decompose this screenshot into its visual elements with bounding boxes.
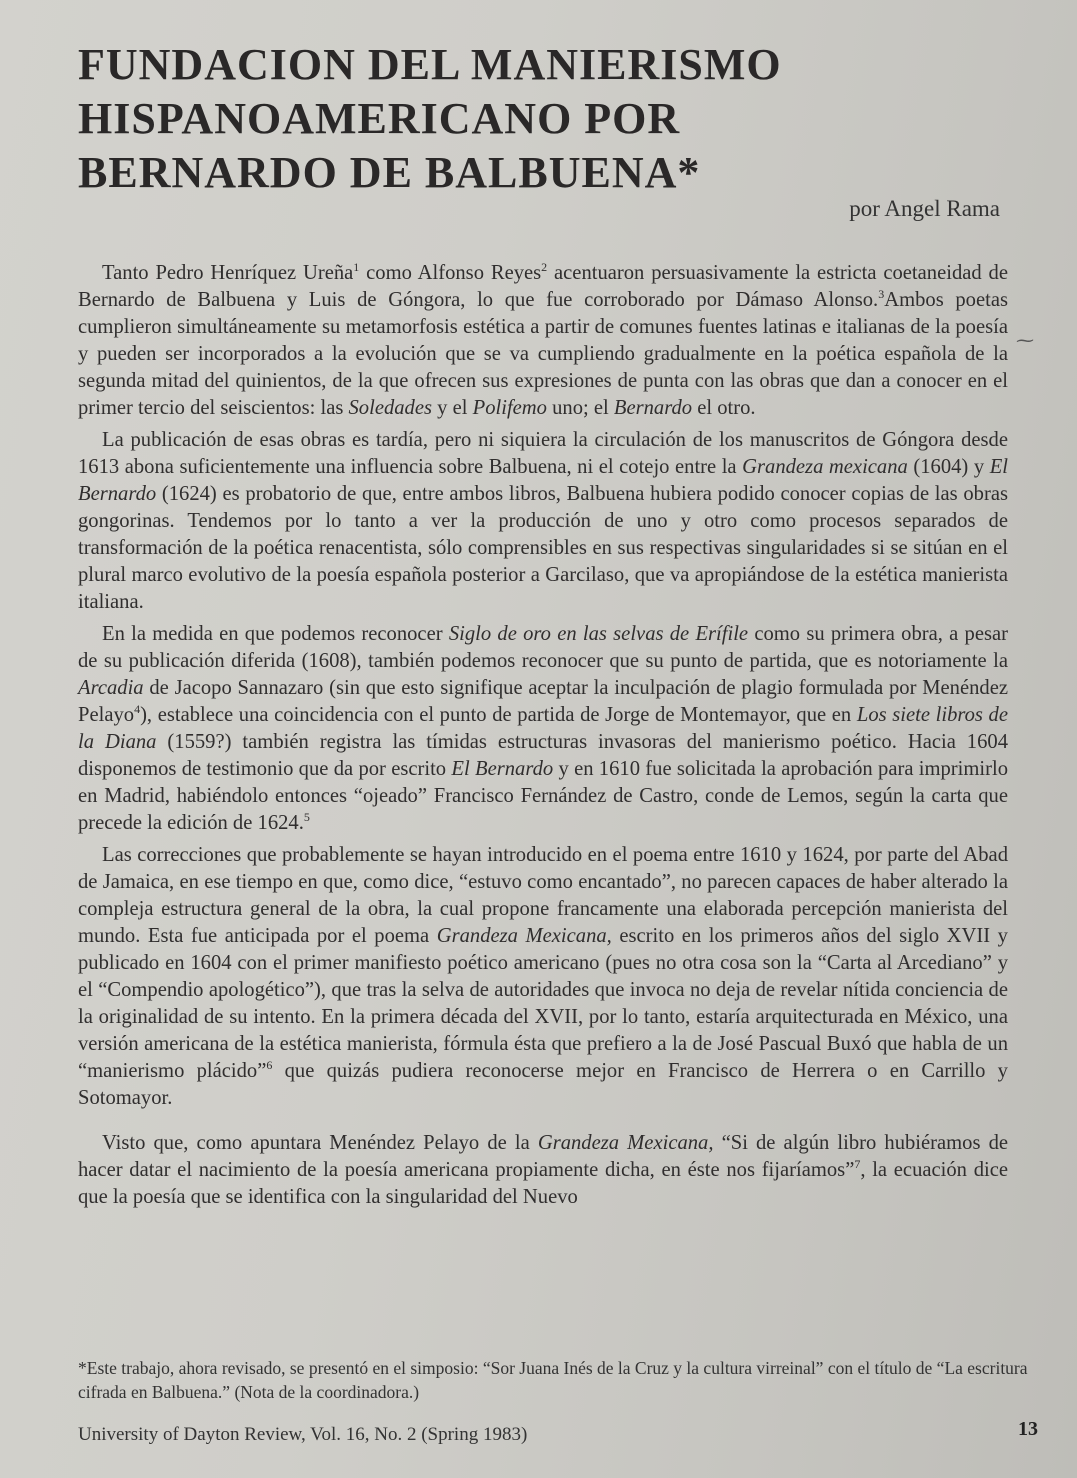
text-run: escrito en los primeros años del siglo XVII y publicado en 1604 con el primer manifiesto poético americano (pues no otra cosa son la “Carta al Arcediano” y el “Compendio apologético”), que tras la selva de autoridades que invoca no deja de revelar nítida conciencia de la originalidad de su intento. En la primera década del XVII, por lo tanto, estaría arquitecturada en México, una versión americana de la estética manierista, fórmula ésta que prefiero a la de José Pascual Buxó que habla de un “manierismo plácido” (78, 925, 1008, 1082)
text-run: (1624) es probatorio de que, entre ambos libros, Balbuena hubiera podido conocer copias de las obras gongorinas. Tendemos por lo tanto a ver la producción de uno y otro como procesos separados de transformación de la poética renacentista, sólo comprensibles en sus respectivas singularidades si se sitúan en el plural marco evolutivo de la poesía española posterior a Garcilaso, que va apropiándose de la estética manierista italiana. (78, 483, 1008, 613)
footnote-ref: 4 (134, 702, 141, 717)
text-run: como Alfonso Reyes (359, 262, 542, 284)
text-run: ), establece una coincidencia con el punto de partida de Jorge de Montemayor, que en (140, 704, 857, 726)
page-number: 13 (1018, 1418, 1038, 1440)
footnote: *Este trabajo, ahora revisado, se presentó en el simposio: “Sor Juana Inés de la Cruz y la cultura virreinal” con el título de “La escritura cifrada en Balbuena.” (Nota de la coordinadora.) (78, 1358, 1028, 1402)
text-run: que quizás pudiera reconocerse mejor en Francisco de Herrera o en Carrillo y Sotomayor. (78, 1060, 1008, 1109)
paragraph-1 (78, 260, 1008, 422)
text-run: uno; el (546, 397, 614, 419)
text-run: , la ecuación dice que la poesía que se identifica con la singularidad del Nuevo (78, 1159, 1008, 1208)
article-body (78, 260, 1008, 1216)
text-run: (1559?) también registra las tímidas estructuras invasoras del manierismo poético. Hacia 1604 disponemos de testimonio que da por escrito (78, 731, 1008, 780)
italic-title: Bernardo (613, 397, 693, 419)
title-line-2: HISPANOAMERICANO POR (78, 94, 681, 143)
footnote-ref: 1 (353, 260, 360, 275)
italic-title: Arcadia (78, 677, 144, 699)
footnote-ref: 3 (878, 287, 885, 302)
journal-citation: University of Dayton Review, Vol. 16, No. 2 (Spring 1983) (78, 1424, 528, 1445)
italic-title: Grandeza Mexicana, (537, 1132, 714, 1154)
title-line-1: FUNDACION DEL MANIERISMO (78, 40, 782, 89)
footnote-ref: 7 (854, 1157, 861, 1172)
text-run: Ambos poetas cumplieron simultáneamente su metamorfosis estética a partir de comunes fuentes latinas e italianas de la poesía y pueden ser incorporados a la evolución que se va cumpliendo gradualmente en la poética española de la segunda mitad del quinientos, de la que ofrecen sus expresiones de punta con las obras que dan a conocer en el primer tercio del seiscientos: las (78, 289, 1008, 419)
title-line-3: BERNARDO DE BALBUENA* (78, 148, 701, 197)
text-run: y en 1610 fue solicitada la aprobación para imprimirlo en Madrid, habiéndolo entonces “ojeado” Francisco Fernández de Castro, conde de Lemos, según la carta que precede la edición de 1624. (78, 758, 1008, 834)
author-byline: por Angel Rama (849, 196, 1000, 221)
paragraph-3 (78, 621, 1008, 837)
italic-title: El Bernardo (78, 456, 1008, 505)
italic-title: Grandeza Mexicana, (436, 925, 612, 947)
paragraph-5 (78, 1130, 1008, 1211)
italic-title: Polifemo (472, 397, 547, 419)
text-run: “Si de algún libro hubiéramos de hacer datar el nacimiento de la poesía americana propiamente dicha, en éste nos fijaríamos” (78, 1132, 1009, 1181)
text-run: y el (432, 397, 473, 419)
italic-title: Siglo de oro en las selvas de Erífile (448, 623, 749, 645)
footnote-ref: 2 (541, 260, 548, 275)
footnote-ref: 6 (266, 1058, 273, 1073)
text-run: Tanto Pedro Henríquez Ureña (102, 262, 354, 284)
text-run: acentuaron persuasivamente la estricta coetaneidad de Bernardo de Balbuena y Luis de Góngora, lo que fue corroborado por Dámaso Alonso. (78, 262, 1008, 311)
italic-title: Grandeza mexicana (742, 456, 908, 478)
paragraph-2 (78, 427, 1008, 616)
text-run: La publicación de esas obras es tardía, pero ni siquiera la circulación de los manuscritos de Góngora desde 1613 abona suficientemente una influencia sobre Balbuena, ni el cotejo entre la (78, 429, 1008, 478)
text-run: En la medida en que podemos reconocer (102, 623, 449, 645)
paragraph-4 (78, 842, 1008, 1112)
text-run: Las correcciones que probablemente se hayan introducido en el poema entre 1610 y 1624, por parte del Abad de Jamaica, en ese tiempo en que, como dice, “estuvo como encantado”, no parecen capaces de haber alterado la compleja estructura general de la obra, la cual propone francamente una elaborada percepción manierista del mundo. Esta fue anticipada por el poema (78, 844, 1008, 947)
text-run: (1604) y (907, 456, 990, 478)
italic-title: Soledades (348, 397, 433, 419)
text-run: como su primera obra, a pesar de su publicación diferida (1608), también podemos reconocer que su punto de partida, que es notoriamente la (78, 623, 1009, 672)
article-title (78, 38, 978, 200)
footnote-ref: 5 (303, 810, 310, 825)
italic-title: Los siete libros de la Diana (78, 704, 1008, 753)
margin-annotation-mark: ⁓ (1016, 330, 1034, 350)
text-run: de Jacopo Sannazaro (sin que esto signifique aceptar la inculpación de plagio formulada por Menéndez Pelayo (78, 677, 1008, 726)
text-run: Visto que, como apuntara Menéndez Pelayo de la (102, 1132, 538, 1154)
italic-title: El Bernardo (451, 758, 554, 780)
text-run: el otro. (692, 397, 756, 419)
